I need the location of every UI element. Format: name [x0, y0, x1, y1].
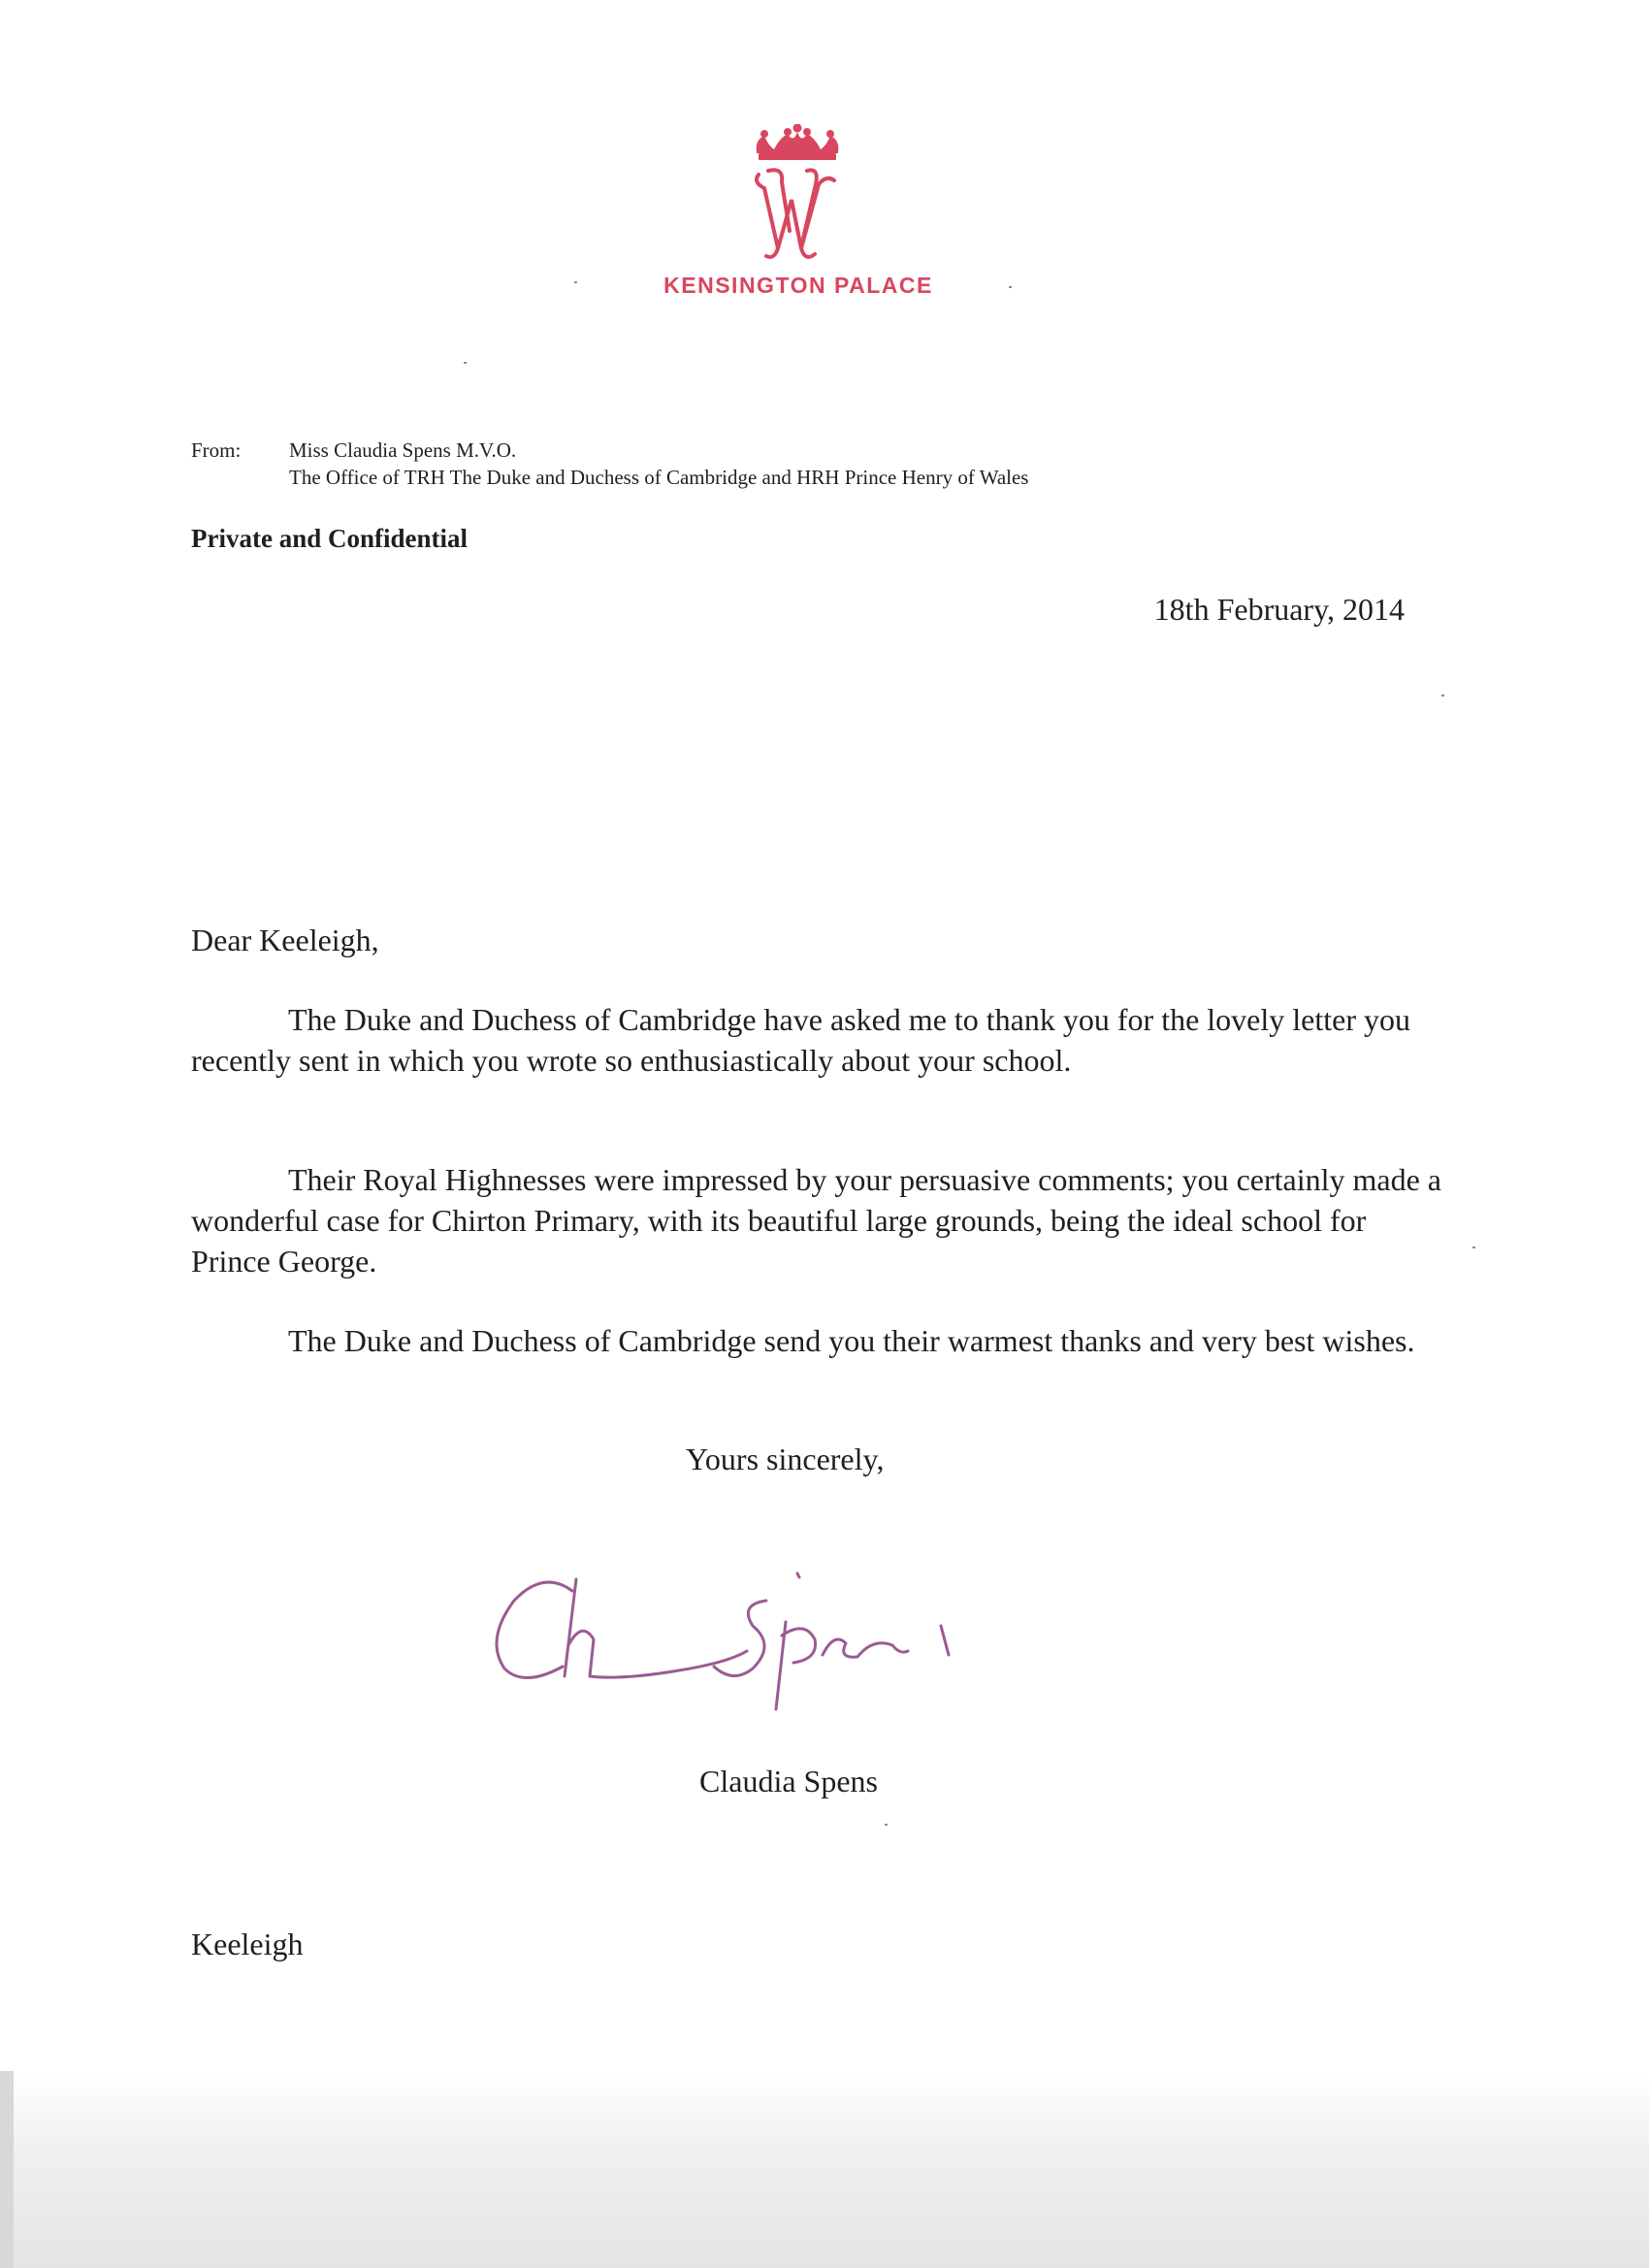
body-paragraph: The Duke and Duchess of Cambridge have asked me to thank you for the lovely letter you recently sent in which you wrote so enthusiastically about your school. [191, 1002, 1410, 1078]
classification-heading: Private and Confidential [191, 524, 469, 553]
scan-shadow [0, 2071, 1649, 2268]
royal-cypher-crest-icon [745, 124, 850, 270]
addressee: Keeleigh [191, 1927, 304, 1961]
body-paragraph: Their Royal Highnesses were impressed by your persuasive comments; you certainly made a wonderful case for Chirton Primary, with its beautiful large grounds, being the ideal school for Prince George. [191, 1162, 1441, 1279]
greeting: Dear Keeleigh, [191, 923, 379, 957]
sender-name: Miss Claudia Spens M.V.O. [289, 438, 517, 462]
body-paragraph: The Duke and Duchess of Cambridge send you their warmest thanks and very best wishes. [288, 1323, 1415, 1358]
scan-speck [574, 281, 577, 283]
scan-speck [885, 1824, 888, 1826]
closing: Yours sincerely, [686, 1442, 885, 1476]
scan-speck [1009, 286, 1012, 288]
scan-edge [0, 2071, 14, 2268]
letter-date: 18th February, 2014 [1153, 592, 1405, 627]
handwritten-signature [485, 1562, 1086, 1736]
scan-speck [1472, 1247, 1475, 1248]
scan-speck [464, 362, 467, 364]
scan-speck [1441, 695, 1444, 697]
sender-office: The Office of TRH The Duke and Duchess of Cambridge and HRH Prince Henry of Wales [289, 466, 1029, 489]
from-label: From: [191, 438, 242, 462]
palace-name: KENSINGTON PALACE [663, 273, 933, 298]
signer-name: Claudia Spens [699, 1764, 878, 1798]
